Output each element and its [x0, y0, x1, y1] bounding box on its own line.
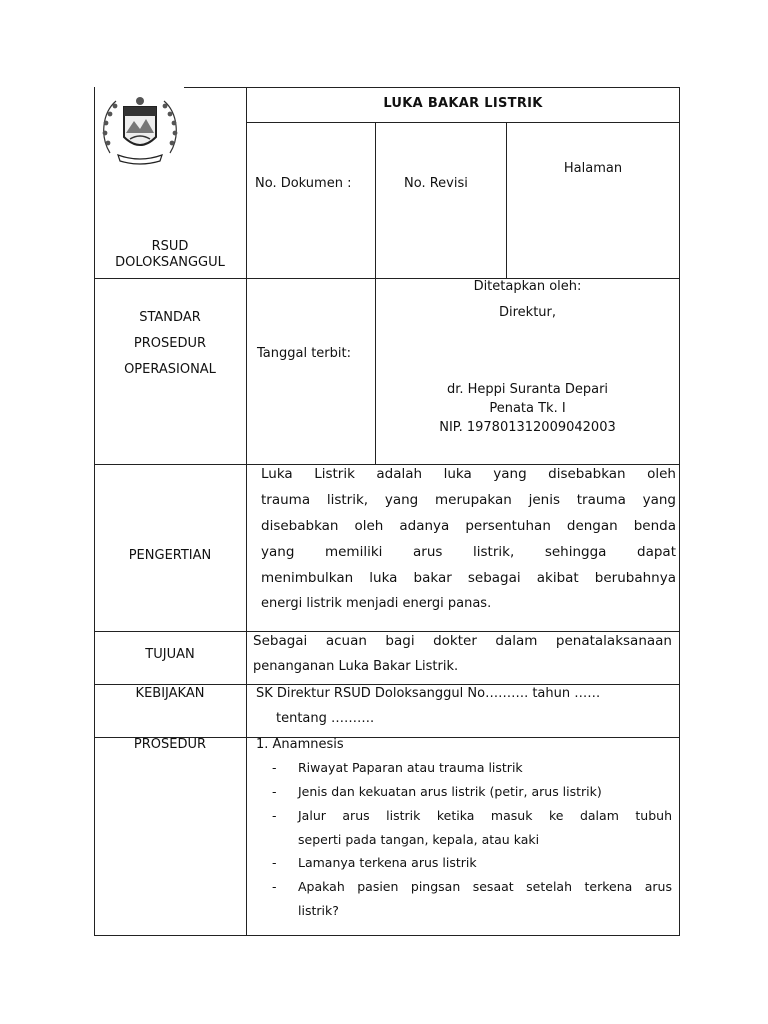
- org-name: [94, 239, 246, 271]
- no-dokumen-label: No. Dokumen :: [255, 176, 352, 191]
- government-emblem-icon: [98, 93, 182, 173]
- list-item: Lamanya terkena arus listrik: [298, 855, 477, 870]
- sop-label-line2: PROSEDUR: [133, 336, 207, 351]
- list-bullet: -: [272, 760, 277, 775]
- sop-label-line3: OPERASIONAL: [124, 362, 216, 377]
- list-bullet: -: [272, 855, 277, 870]
- rule-sop-bottom: [94, 464, 680, 465]
- document-title: LUKA BAKAR LISTRIK: [383, 96, 543, 111]
- list-item: seperti pada tangan, kepala, atau kaki: [298, 832, 540, 847]
- rule-tujuan-bottom: [94, 684, 680, 685]
- rule-title-bottom: [246, 122, 680, 123]
- pengertian-line: yang memiliki arus listrik, sehingga dapat: [261, 544, 676, 560]
- pengertian-line: menimbulkan luka bakar sebagai akibat berubahnya: [261, 570, 676, 586]
- list-item: Riwayat Paparan atau trauma listrik: [298, 760, 523, 775]
- tujuan-label: TUJUAN: [145, 647, 195, 662]
- list-item: Jalur arus listrik ketika masuk ke dalam tubuh: [298, 808, 672, 823]
- signatory-nip: NIP. 197801312009042003: [439, 420, 616, 435]
- list-bullet: -: [272, 808, 277, 823]
- sop-document: [94, 87, 680, 936]
- list-item: listrik?: [298, 903, 339, 918]
- rule-col-revisi: [506, 122, 507, 278]
- tujuan-line: Sebagai acuan bagi dokter dalam penatalaksanaan: [253, 633, 672, 649]
- jabatan-label: Direktur,: [498, 305, 557, 320]
- prosedur-label: PROSEDUR: [133, 737, 207, 752]
- signatory-name: dr. Heppi Suranta Depari: [446, 382, 609, 397]
- tujuan-line: penanganan Luka Bakar Listrik.: [253, 659, 459, 674]
- pengertian-line: trauma listrik, yang merupakan jenis trauma yang: [261, 492, 676, 508]
- list-bullet: -: [272, 879, 277, 894]
- org-name-line2: DOLOKSANGGUL: [115, 255, 225, 270]
- pengertian-line: Luka Listrik adalah luka yang disebabkan oleh: [261, 466, 676, 482]
- rule-right: [679, 87, 680, 936]
- pengertian-label: PENGERTIAN: [128, 548, 212, 563]
- tanggal-terbit-label: Tanggal terbit:: [257, 346, 351, 361]
- signatory-rank: Penata Tk. I: [489, 401, 566, 416]
- kebijakan-line: tentang ……….: [276, 711, 375, 726]
- rule-left: [94, 87, 95, 936]
- pengertian-line: disebabkan oleh adanya persentuhan dengan benda: [261, 518, 676, 534]
- kebijakan-label: KEBIJAKAN: [135, 686, 205, 701]
- pengertian-line: energi listrik menjadi energi panas.: [261, 596, 492, 611]
- org-name-line1: RSUD: [151, 239, 189, 254]
- prosedur-heading: 1. Anamnesis: [256, 737, 344, 752]
- no-revisi-label: No. Revisi: [404, 176, 468, 191]
- ditetapkan-label: Ditetapkan oleh:: [473, 279, 582, 294]
- list-item: Apakah pasien pingsan sesaat setelah terkena arus: [298, 879, 672, 894]
- halaman-label: Halaman: [563, 161, 623, 176]
- sop-label-line1: STANDAR: [139, 310, 201, 325]
- list-bullet: -: [272, 784, 277, 799]
- rule-pengertian-bottom: [94, 631, 680, 632]
- rule-bottom: [94, 935, 680, 936]
- rule-top: [184, 87, 680, 88]
- kebijakan-line: SK Direktur RSUD Doloksanggul No………. tahun ……: [256, 686, 601, 701]
- sop-label: [94, 305, 246, 383]
- rule-col-label: [246, 87, 247, 936]
- list-item: Jenis dan kekuatan arus listrik (petir, arus listrik): [298, 784, 602, 799]
